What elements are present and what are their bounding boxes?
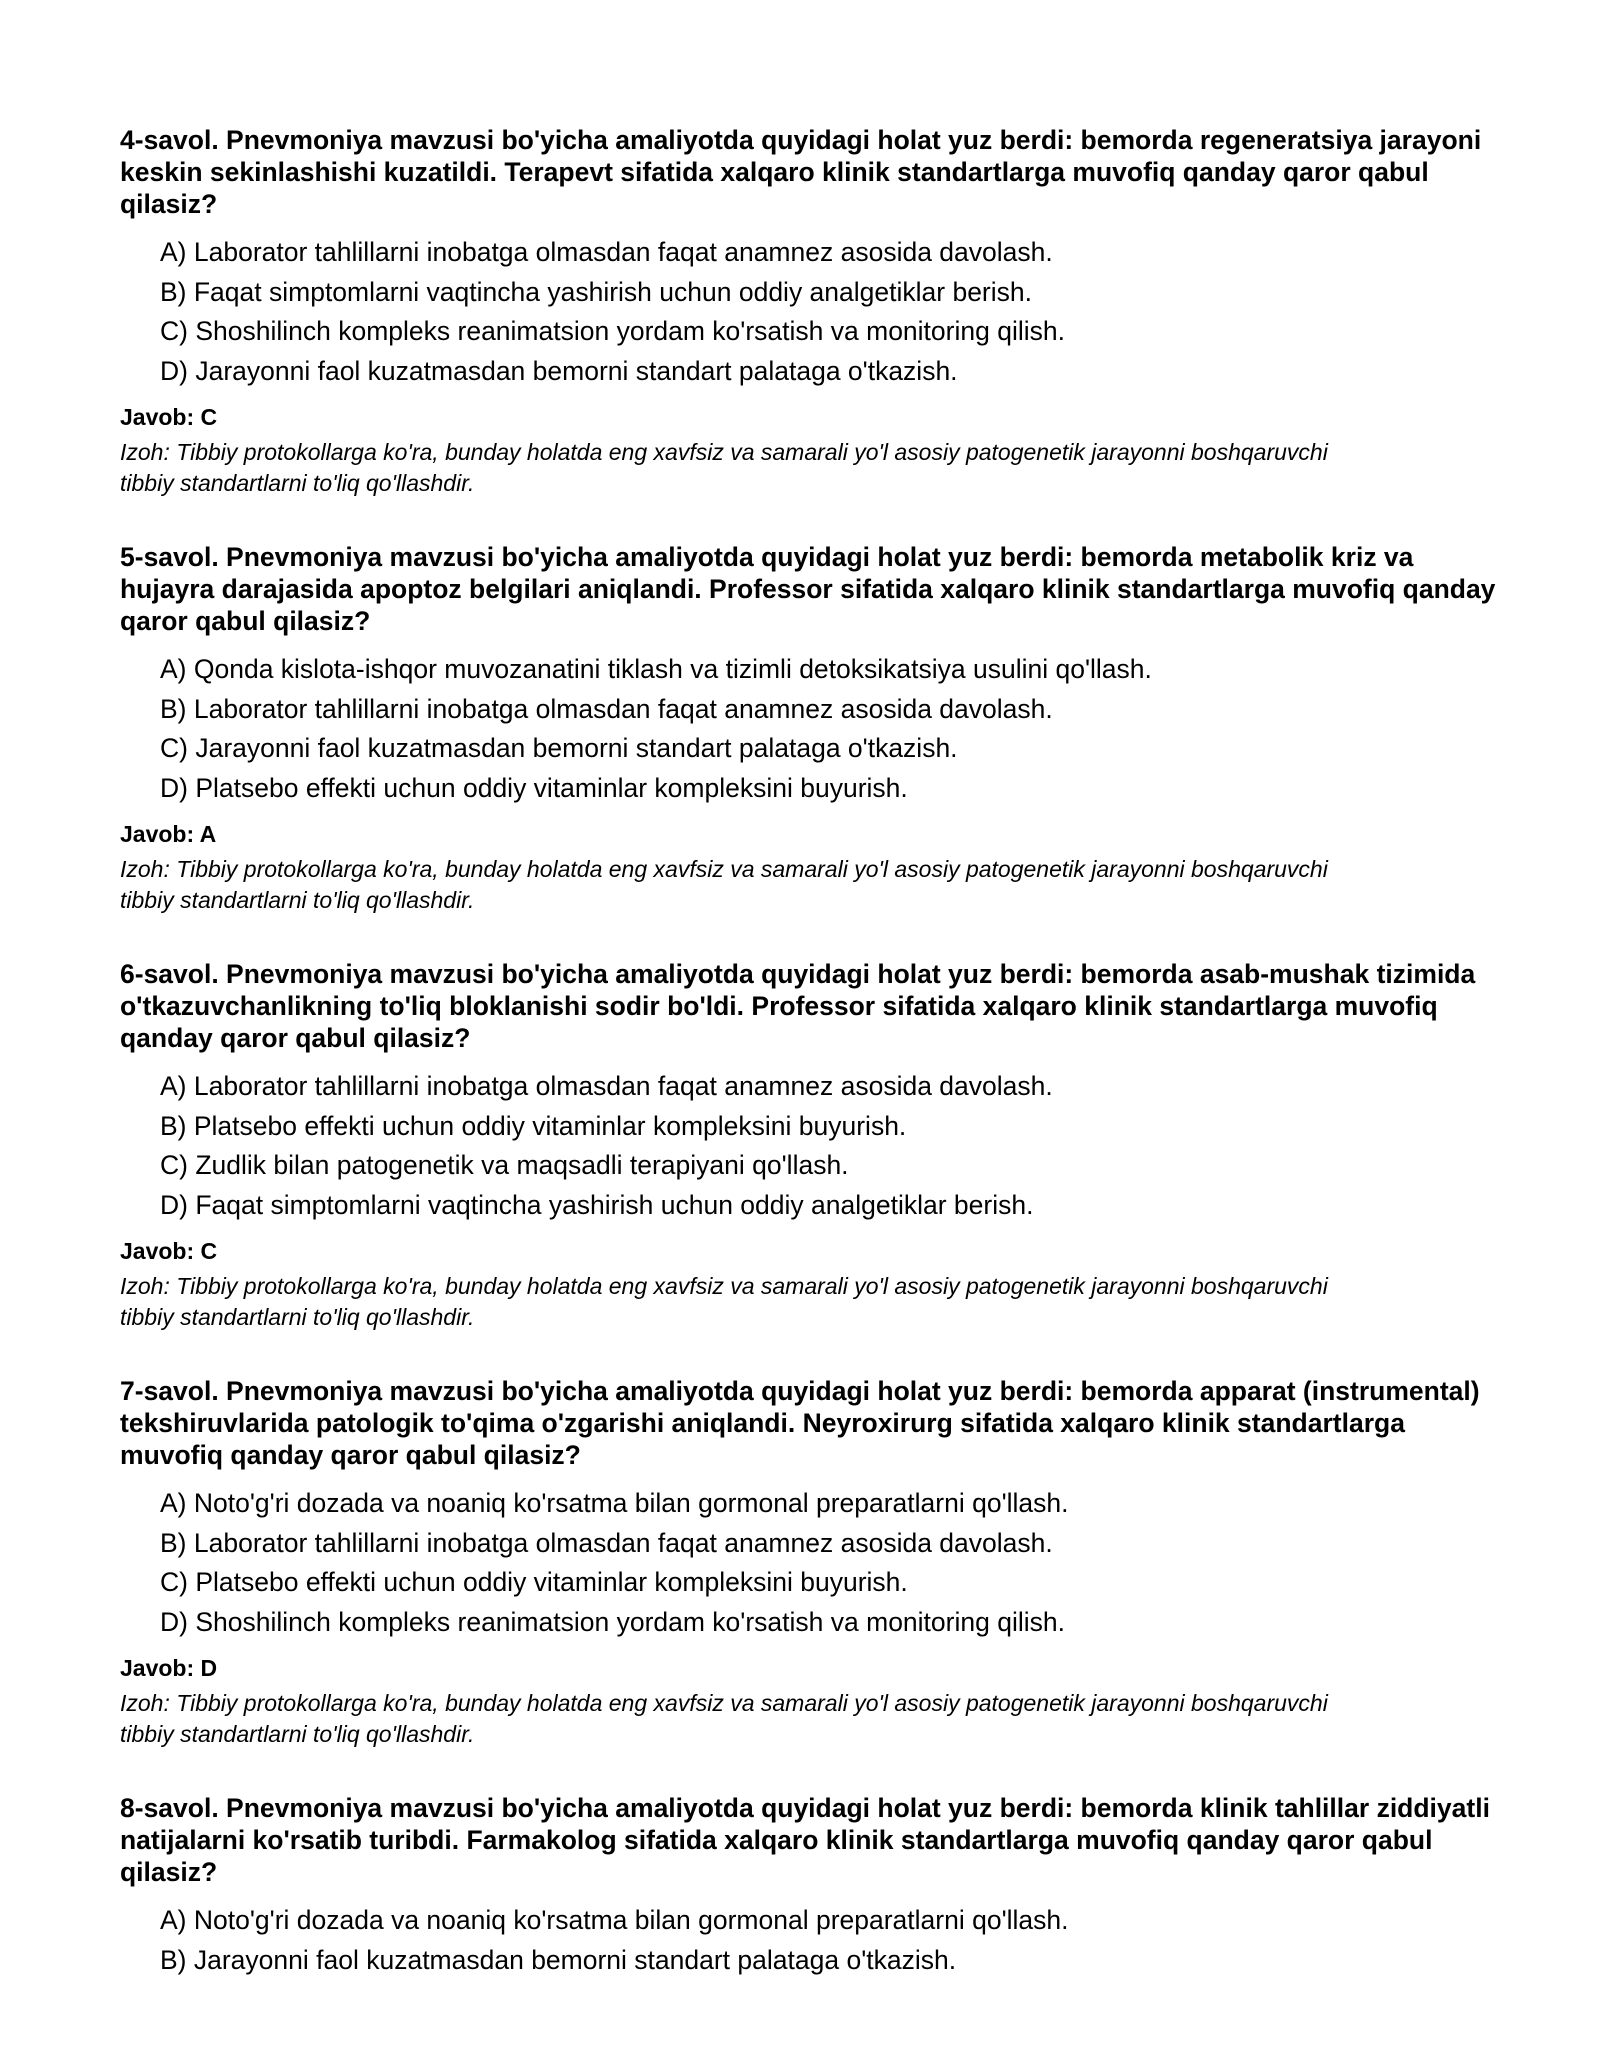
option-list	[160, 650, 1500, 808]
option-a: A) Noto'g'ri dozada va noaniq ko'rsatma bilan gormonal preparatlarni qo'llash.	[160, 1905, 1069, 1935]
explanation-note: Izoh: Tibbiy protokollarga ko'ra, bunday holatda eng xavfsiz va samarali yo'l asosiy patogenetik jarayonni boshqaruvchi tibbiy standartlarni to'liq qo'llashdir.	[120, 1273, 1328, 1330]
option-b: B) Jarayonni faol kuzatmasdan bemorni standart palataga o'tkazish.	[160, 1944, 957, 1975]
question-5	[120, 541, 1500, 916]
question-4	[120, 124, 1500, 499]
option-a: A) Laborator tahlillarni inobatga olmasdan faqat anamnez asosida davolash.	[160, 237, 1053, 267]
option-a: A) Laborator tahlillarni inobatga olmasdan faqat anamnez asosida davolash.	[160, 1071, 1053, 1101]
option-a: A) Noto'g'ri dozada va noaniq ko'rsatma bilan gormonal preparatlarni qo'llash.	[160, 1488, 1069, 1518]
option-d: D) Platsebo effekti uchun oddiy vitaminlar kompleksini buyurish.	[160, 772, 908, 803]
question-title: 7-savol. Pnevmoniya mavzusi bo'yicha amaliyotda quyidagi holat yuz berdi: bemorda apparat (instrumental) tekshiruvlarida patologik to'qima o'zgarishi aniqlandi. Neyroxirurg sifatida xalqaro klinik standartlarga muvofiq qanday qaror qabul qilasiz?	[120, 1376, 1480, 1470]
option-b: B) Platsebo effekti uchun oddiy vitaminlar kompleksini buyurish.	[160, 1110, 907, 1141]
option-d: D) Shoshilinch kompleks reanimatsion yordam ko'rsatish va monitoring qilish.	[160, 1606, 1065, 1637]
explanation-note: Izoh: Tibbiy protokollarga ko'ra, bunday holatda eng xavfsiz va samarali yo'l asosiy patogenetik jarayonni boshqaruvchi tibbiy standartlarni to'liq qo'llashdir.	[120, 856, 1328, 913]
option-list	[160, 233, 1500, 391]
question-title: 8-savol. Pnevmoniya mavzusi bo'yicha amaliyotda quyidagi holat yuz berdi: bemorda klinik tahlillar ziddiyatli natijalarni ko'rsatib turibdi. Farmakolog sifatida xalqaro klinik standartlarga muvofiq qanday qaror qabul qilasiz?	[120, 1793, 1490, 1887]
question-title: 6-savol. Pnevmoniya mavzusi bo'yicha amaliyotda quyidagi holat yuz berdi: bemorda asab-mushak tizimida o'tkazuvchanlikning to'liq bloklanishi sodir bo'ldi. Professor sifatida xalqaro klinik standartlarga muvofiq qanday qaror qabul qilasiz?	[120, 959, 1476, 1053]
option-list	[160, 1901, 1500, 1980]
question-6	[120, 958, 1500, 1333]
answer-label: Javob: C	[120, 1238, 218, 1264]
option-b: B) Laborator tahlillarni inobatga olmasdan faqat anamnez asosida davolash.	[160, 693, 1053, 724]
option-c: C) Zudlik bilan patogenetik va maqsadli terapiyani qo'llash.	[160, 1150, 849, 1180]
question-title: 4-savol. Pnevmoniya mavzusi bo'yicha amaliyotda quyidagi holat yuz berdi: bemorda regeneratsiya jarayoni keskin sekinlashishi kuzatildi. Terapevt sifatida xalqaro klinik standartlarga muvofiq qanday qaror qabul qilasiz?	[120, 125, 1482, 219]
option-list	[160, 1484, 1500, 1642]
option-d: D) Faqat simptomlarni vaqtincha yashirish uchun oddiy analgetiklar berish.	[160, 1189, 1034, 1220]
option-c: C) Platsebo effekti uchun oddiy vitaminlar kompleksini buyurish.	[160, 1567, 908, 1597]
answer-label: Javob: C	[120, 404, 218, 430]
option-c: C) Shoshilinch kompleks reanimatsion yordam ko'rsatish va monitoring qilish.	[160, 316, 1065, 346]
question-title: 5-savol. Pnevmoniya mavzusi bo'yicha amaliyotda quyidagi holat yuz berdi: bemorda metabolik kriz va hujayra darajasida apoptoz belgilari aniqlandi. Professor sifatida xalqaro klinik standartlarga muvofiq qanday qaror qabul qilasiz?	[120, 542, 1496, 636]
option-b: B) Faqat simptomlarni vaqtincha yashirish uchun oddiy analgetiklar berish.	[160, 276, 1032, 307]
answer-label: Javob: D	[120, 1655, 218, 1681]
option-d: D) Jarayonni faol kuzatmasdan bemorni standart palataga o'tkazish.	[160, 355, 958, 386]
option-b: B) Laborator tahlillarni inobatga olmasdan faqat anamnez asosida davolash.	[160, 1527, 1053, 1558]
explanation-note: Izoh: Tibbiy protokollarga ko'ra, bunday holatda eng xavfsiz va samarali yo'l asosiy patogenetik jarayonni boshqaruvchi tibbiy standartlarni to'liq qo'llashdir.	[120, 439, 1328, 496]
question-8	[120, 1792, 1500, 1980]
option-c: C) Jarayonni faol kuzatmasdan bemorni standart palataga o'tkazish.	[160, 733, 958, 763]
question-7	[120, 1375, 1500, 1750]
answer-label: Javob: A	[120, 821, 217, 847]
document-page	[120, 124, 1500, 2022]
explanation-note: Izoh: Tibbiy protokollarga ko'ra, bunday holatda eng xavfsiz va samarali yo'l asosiy patogenetik jarayonni boshqaruvchi tibbiy standartlarni to'liq qo'llashdir.	[120, 1690, 1328, 1747]
option-list	[160, 1067, 1500, 1225]
option-a: A) Qonda kislota-ishqor muvozanatini tiklash va tizimli detoksikatsiya usulini qo'llash.	[160, 654, 1152, 684]
